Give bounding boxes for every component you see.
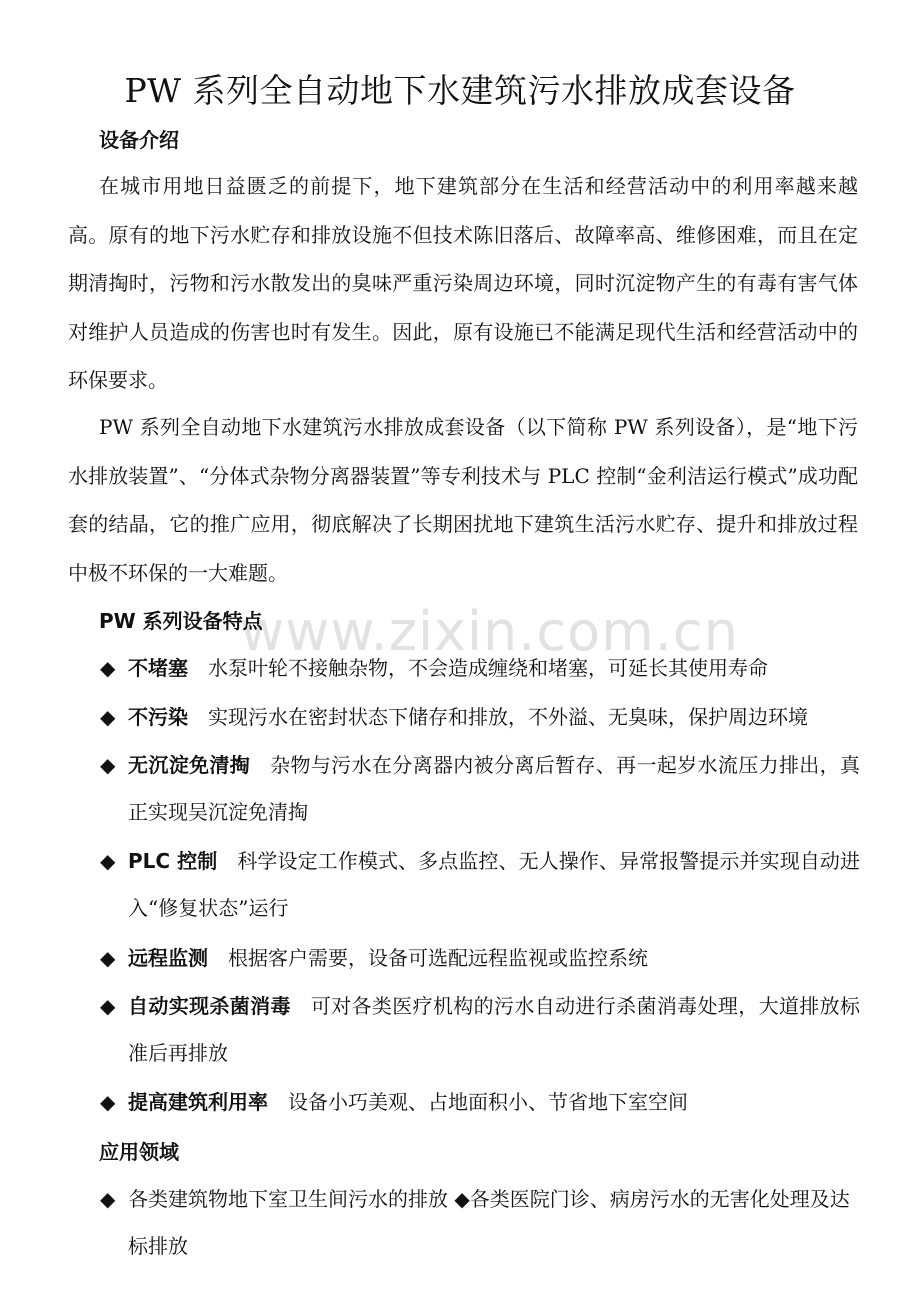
feature-item <box>100 1079 860 1126</box>
feature-term: 不污染 <box>128 705 188 729</box>
diamond-bullet-icon: ◆ <box>100 946 116 970</box>
diamond-bullet-icon: ◆ <box>100 656 116 680</box>
feature-item <box>100 935 860 982</box>
feature-term: 不堵塞 <box>128 656 188 680</box>
feature-description: 根据客户需要，设备可选配远程监视或监控系统 <box>228 946 648 970</box>
intro-paragraph-1: 在城市用地日益匮乏的前提下，地下建筑部分在生活和经营活动中的利用率越来越高。原有的地下污水贮存和排放设施不但技术陈旧落后、故障率高、维修困难，而且在定期清掏时，污物和污水散发出的臭味严重污染周边环境，同时沉淀物产生的有毒有害气体对维护人员造成的伤害也时有发生。因此，原有设施已不能满足现代生活和经营活动中的环保要求。 <box>68 174 858 392</box>
applications-heading: 应用领域 <box>99 1140 179 1164</box>
feature-item <box>100 645 860 692</box>
watermark: www.zixin.com.cn <box>240 600 739 663</box>
diamond-bullet-icon: ◆ <box>100 994 116 1018</box>
applications-item <box>100 1176 860 1270</box>
feature-item <box>100 838 860 932</box>
features-heading: PW 系列设备特点 <box>99 609 263 633</box>
intro-paragraph-2: PW 系列全自动地下水建筑污水排放成套设备（以下简称 PW 系列设备），是“地下污水排放装置”、“分体式杂物分离器装置”等专利技术与 PLC 控制“金利洁运行模式”成功配套的结晶，它的推广应用，彻底解决了长期困扰地下建筑生活污水贮存、提升和排放过程中极不环保的一大难题。 <box>68 415 858 585</box>
feature-item <box>100 742 860 836</box>
feature-term: 提高建筑利用率 <box>128 1090 268 1114</box>
feature-term: 远程监测 <box>128 946 208 970</box>
intro-heading: 设备介绍 <box>99 128 179 152</box>
feature-description: 杂物与污水在分离器内被分离后暂存、再一起岁水流压力排出，真正实现吴沉淀免清掏 <box>128 753 861 824</box>
feature-description: 可对各类医疗机构的污水自动进行杀菌消毒处理，大道排放标准后再排放 <box>128 994 861 1065</box>
diamond-bullet-icon: ◆ <box>100 1090 116 1114</box>
applications-text: 各类建筑物地下室卫生间污水的排放 ◆各类医院门诊、病房污水的无害化处理及达标排放 <box>128 1187 850 1258</box>
feature-description: 设备小巧美观、占地面积小、节省地下室空间 <box>288 1090 688 1114</box>
diamond-bullet-icon: ◆ <box>100 849 116 873</box>
feature-term: 无沉淀免清掏 <box>128 753 251 777</box>
diamond-bullet-icon: ◆ <box>100 753 116 777</box>
document-title: PW 系列全自动地下水建筑污水排放成套设备 <box>124 71 796 110</box>
diamond-bullet-icon: ◆ <box>100 1187 116 1211</box>
feature-item <box>100 694 860 741</box>
feature-description: 实现污水在密封状态下储存和排放，不外溢、无臭味，保护周边环境 <box>208 705 808 729</box>
diamond-bullet-icon: ◆ <box>100 705 116 729</box>
feature-item <box>100 983 860 1077</box>
feature-term: PLC 控制 <box>128 849 218 873</box>
feature-description: 水泵叶轮不接触杂物，不会造成缠绕和堵塞，可延长其使用寿命 <box>208 656 768 680</box>
feature-term: 自动实现杀菌消毒 <box>128 994 291 1018</box>
feature-description: 科学设定工作模式、多点监控、无人操作、异常报警提示并实现自动进入“修复状态”运行 <box>128 849 860 920</box>
